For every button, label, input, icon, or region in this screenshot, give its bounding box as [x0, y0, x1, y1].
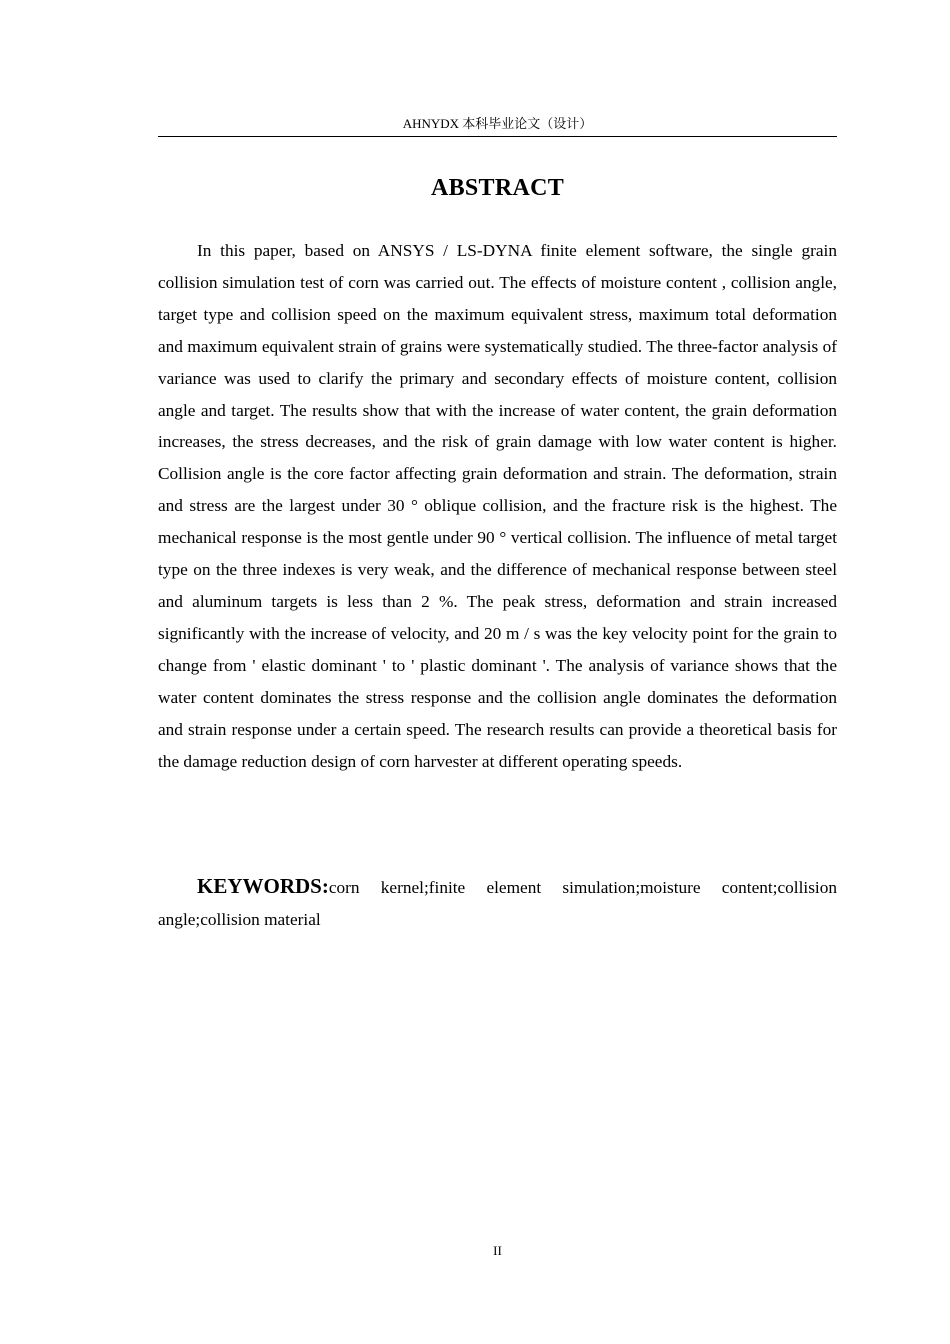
running-header: AHNYDX 本科毕业论文（设计）: [402, 116, 593, 131]
abstract-paragraph: In this paper, based on ANSYS / LS-DYNA finite element software, the single grain collision simulation test of corn was carried out. The effects of moisture content , collision angle, target type and collision speed on the maximum equivalent stress, maximum total deformation and maximum equivalent strain of grains were systematically studied. The three-factor analysis of variance was used to clarify the primary and secondary effects of moisture content, collision angle and target. The results show that with the increase of water content, the grain deformation increases, the stress decreases, and the risk of grain damage with low water content is higher. Collision angle is the core factor affecting grain deformation and strain. The deformation, strain and stress are the largest under 30 ° oblique collision, and the fracture risk is the highest. The mechanical response is the most gentle under 90 ° vertical collision. The influence of metal target type on the three indexes is very weak, and the difference of mechanical response between steel and aluminum targets is less than 2 %. The peak stress, deformation and strain increased significantly with the increase of velocity, and 20 m / s was the key velocity point for the grain to change from ' elastic dominant ' to ' plastic dominant '. The analysis of variance shows that the water content dominates the stress response and the collision angle dominates the deformation and strain response under a certain speed. The research results can provide a theoretical basis for the damage reduction design of corn harvester at different operating speeds.: [158, 241, 837, 771]
keywords-text: corn kernel;finite element simulation;moisture content;collision angle;collision material: [158, 878, 837, 929]
keywords-paragraph: [158, 871, 837, 936]
header-divider: [158, 136, 837, 137]
abstract-heading: ABSTRACT: [430, 175, 565, 201]
keywords-label: KEYWORDS:: [197, 874, 329, 898]
page-number: II: [493, 1243, 502, 1258]
